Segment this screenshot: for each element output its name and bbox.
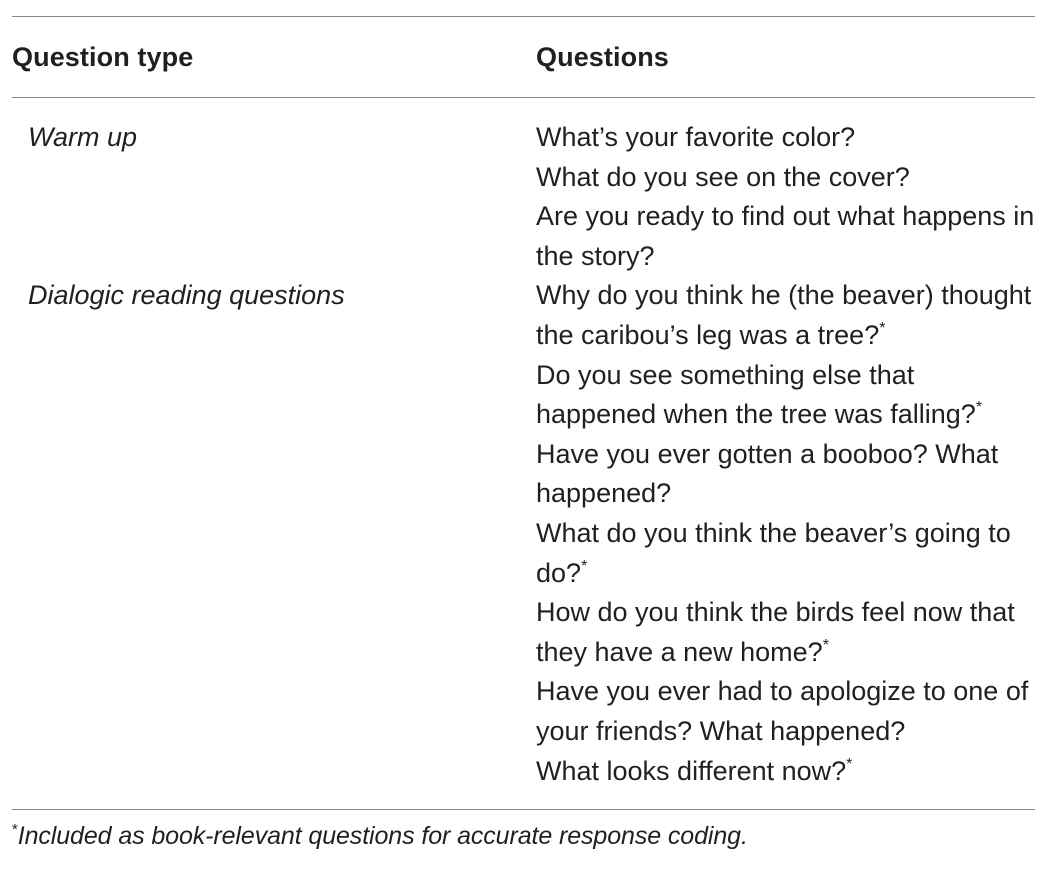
question-item [536,276,1036,355]
table-row [12,118,1035,276]
footnote-mark: * [12,821,18,838]
question-item [536,197,1036,276]
footnote-mark: * [846,755,853,773]
footnote-text: Included as book-relevant questions for accurate response coding. [17,822,748,850]
header-row [12,17,1035,97]
footnote-mark: * [581,557,588,575]
question-item [536,514,1036,593]
question-text: What looks different now? [536,755,847,786]
footnote-mark: * [879,319,886,337]
question-text: Are you ready to find out what happens in the story? [536,201,1035,271]
table-row [12,276,1035,791]
question-text: How do you think the birds feel now that they have a new home? [536,597,1015,667]
question-text: Do you see something else that happened when the tree was falling? [536,359,976,430]
question-item [536,158,1036,198]
footnote-mark: * [822,636,829,654]
question-text: Have you ever gotten a booboo? What happened? [536,438,999,509]
question-list [536,118,1036,276]
question-item [536,672,1036,751]
question-item [536,356,1036,435]
bottom-rule [12,809,1035,810]
table-body [12,98,1035,809]
question-list [536,276,1036,791]
questions-table [12,16,1035,810]
question-text: What do you see on the cover? [536,161,910,192]
question-text: What’s your favorite color? [536,122,856,152]
header-questions: Questions [536,41,669,72]
header-question-type: Question type [12,41,194,72]
question-text: Have you ever had to apologize to one of your friends? What happened? [536,676,1029,746]
question-type-cell: Dialogic reading questions [28,280,345,311]
question-text: Why do you think he (the beaver) thought the caribou’s leg was a tree? [536,280,1032,350]
footnote-mark: * [975,399,983,417]
question-text: What do you think the beaver’s going to do? [536,517,1011,588]
question-item [536,435,1036,514]
table-footnote [12,822,748,851]
question-item [536,118,1036,158]
question-item [536,752,1036,792]
question-item [536,593,1036,672]
question-type-cell: Warm up [28,122,138,152]
